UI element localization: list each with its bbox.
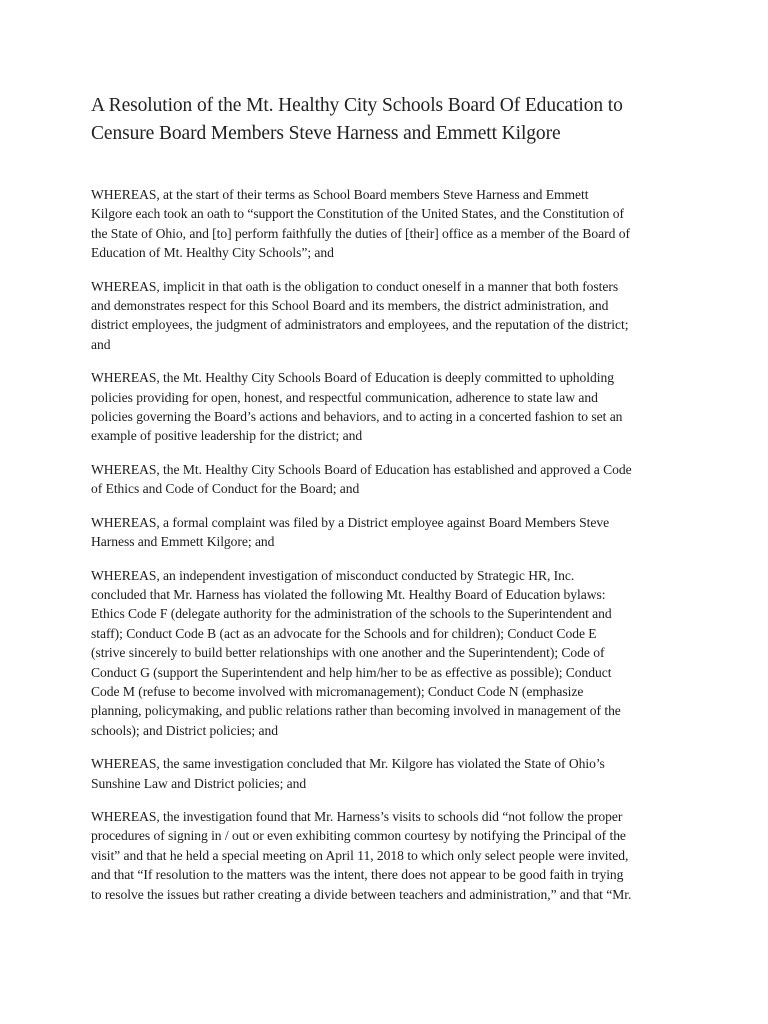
whereas-paragraph-complaint (91, 513, 680, 552)
text-line: visit” and that he held a special meeting on April 11, 2018 to which only select people were invited, (91, 847, 629, 863)
text-line: Conduct G (support the Superintendent and help him/her to be as effective as possible); Conduct (91, 664, 612, 680)
text-line: WHEREAS, the Mt. Healthy City Schools Board of Education has established and approved a Code (91, 461, 632, 477)
text-line: staff); Conduct Code B (act as an advocate for the Schools and for children); Conduct Code E (91, 625, 597, 641)
whereas-paragraph-investigation-harness (91, 566, 680, 741)
whereas-paragraph-school-visits (91, 807, 680, 904)
text-line: Code M (refuse to become involved with micromanagement); Conduct Code N (emphasize (91, 683, 584, 699)
text-line: district employees, the judgment of administrators and employees, and the reputation of the district; (91, 317, 629, 333)
text-line: example of positive leadership for the district; and (91, 428, 363, 444)
text-line: Ethics Code F (delegate authority for the administration of the schools to the Superintendent and (91, 606, 612, 622)
whereas-paragraph-commitment (91, 368, 680, 446)
text-line: and (91, 336, 111, 352)
whereas-paragraph-oath (91, 185, 680, 263)
text-line: the State of Ohio, and [to] perform faithfully the duties of [their] office as a member of the Board of (91, 225, 630, 241)
text-line: Kilgore each took an oath to “support the Constitution of the United States, and the Constitution of (91, 206, 625, 222)
text-line: policies providing for open, honest, and respectful communication, adherence to state law and (91, 389, 598, 405)
text-line: WHEREAS, the same investigation concluded that Mr. Kilgore has violated the State of Ohio’s (91, 756, 605, 772)
text-line: Education of Mt. Healthy City Schools”; and (91, 245, 334, 261)
text-line: WHEREAS, at the start of their terms as School Board members Steve Harness and Emmett (91, 187, 589, 202)
document-title (91, 92, 680, 148)
text-line: WHEREAS, the Mt. Healthy City Schools Board of Education is deeply committed to upholding (91, 370, 614, 386)
text-line: planning, policymaking, and public relations rather than becoming involved in management of the (91, 703, 621, 719)
title-line: Censure Board Members Steve Harness and Emmett Kilgore (91, 123, 561, 144)
text-line: Sunshine Law and District policies; and (91, 775, 307, 791)
whereas-paragraph-code-of-ethics (91, 460, 680, 499)
text-line: WHEREAS, an independent investigation of misconduct conducted by Strategic HR, Inc. (91, 567, 575, 583)
whereas-paragraph-respect (91, 277, 680, 355)
text-line: WHEREAS, a formal complaint was filed by a District employee against Board Members Steve (91, 514, 610, 530)
text-line: WHEREAS, implicit in that oath is the obligation to conduct oneself in a manner that both fosters (91, 278, 619, 294)
text-line: schools); and District policies; and (91, 722, 278, 738)
text-line: concluded that Mr. Harness has violated the following Mt. Healthy Board of Education bylaws: (91, 586, 606, 602)
text-line: WHEREAS, the investigation found that Mr. Harness’s visits to schools did “not follow the proper (91, 808, 623, 824)
title-line: A Resolution of the Mt. Healthy City Schools Board Of Education to (91, 95, 623, 116)
text-line: Harness and Emmett Kilgore; and (91, 534, 275, 550)
text-line: procedures of signing in / out or even exhibiting common courtesy by notifying the Principal of the (91, 828, 626, 844)
text-line: policies governing the Board’s actions and behaviors, and to acting in a concerted fashion to set an (91, 409, 623, 425)
text-line: to resolve the issues but rather creating a divide between teachers and administration,” and that “Mr. (91, 886, 632, 902)
whereas-paragraph-investigation-kilgore (91, 754, 680, 793)
text-line: (strive sincerely to build better relationships with one another and the Superintendent); Code of (91, 645, 605, 661)
text-line: of Ethics and Code of Conduct for the Board; and (91, 481, 360, 497)
text-line: and that “If resolution to the matters was the intent, there does not appear to be good faith in trying (91, 867, 624, 883)
text-line: and demonstrates respect for this School Board and its members, the district administration, and (91, 298, 609, 314)
